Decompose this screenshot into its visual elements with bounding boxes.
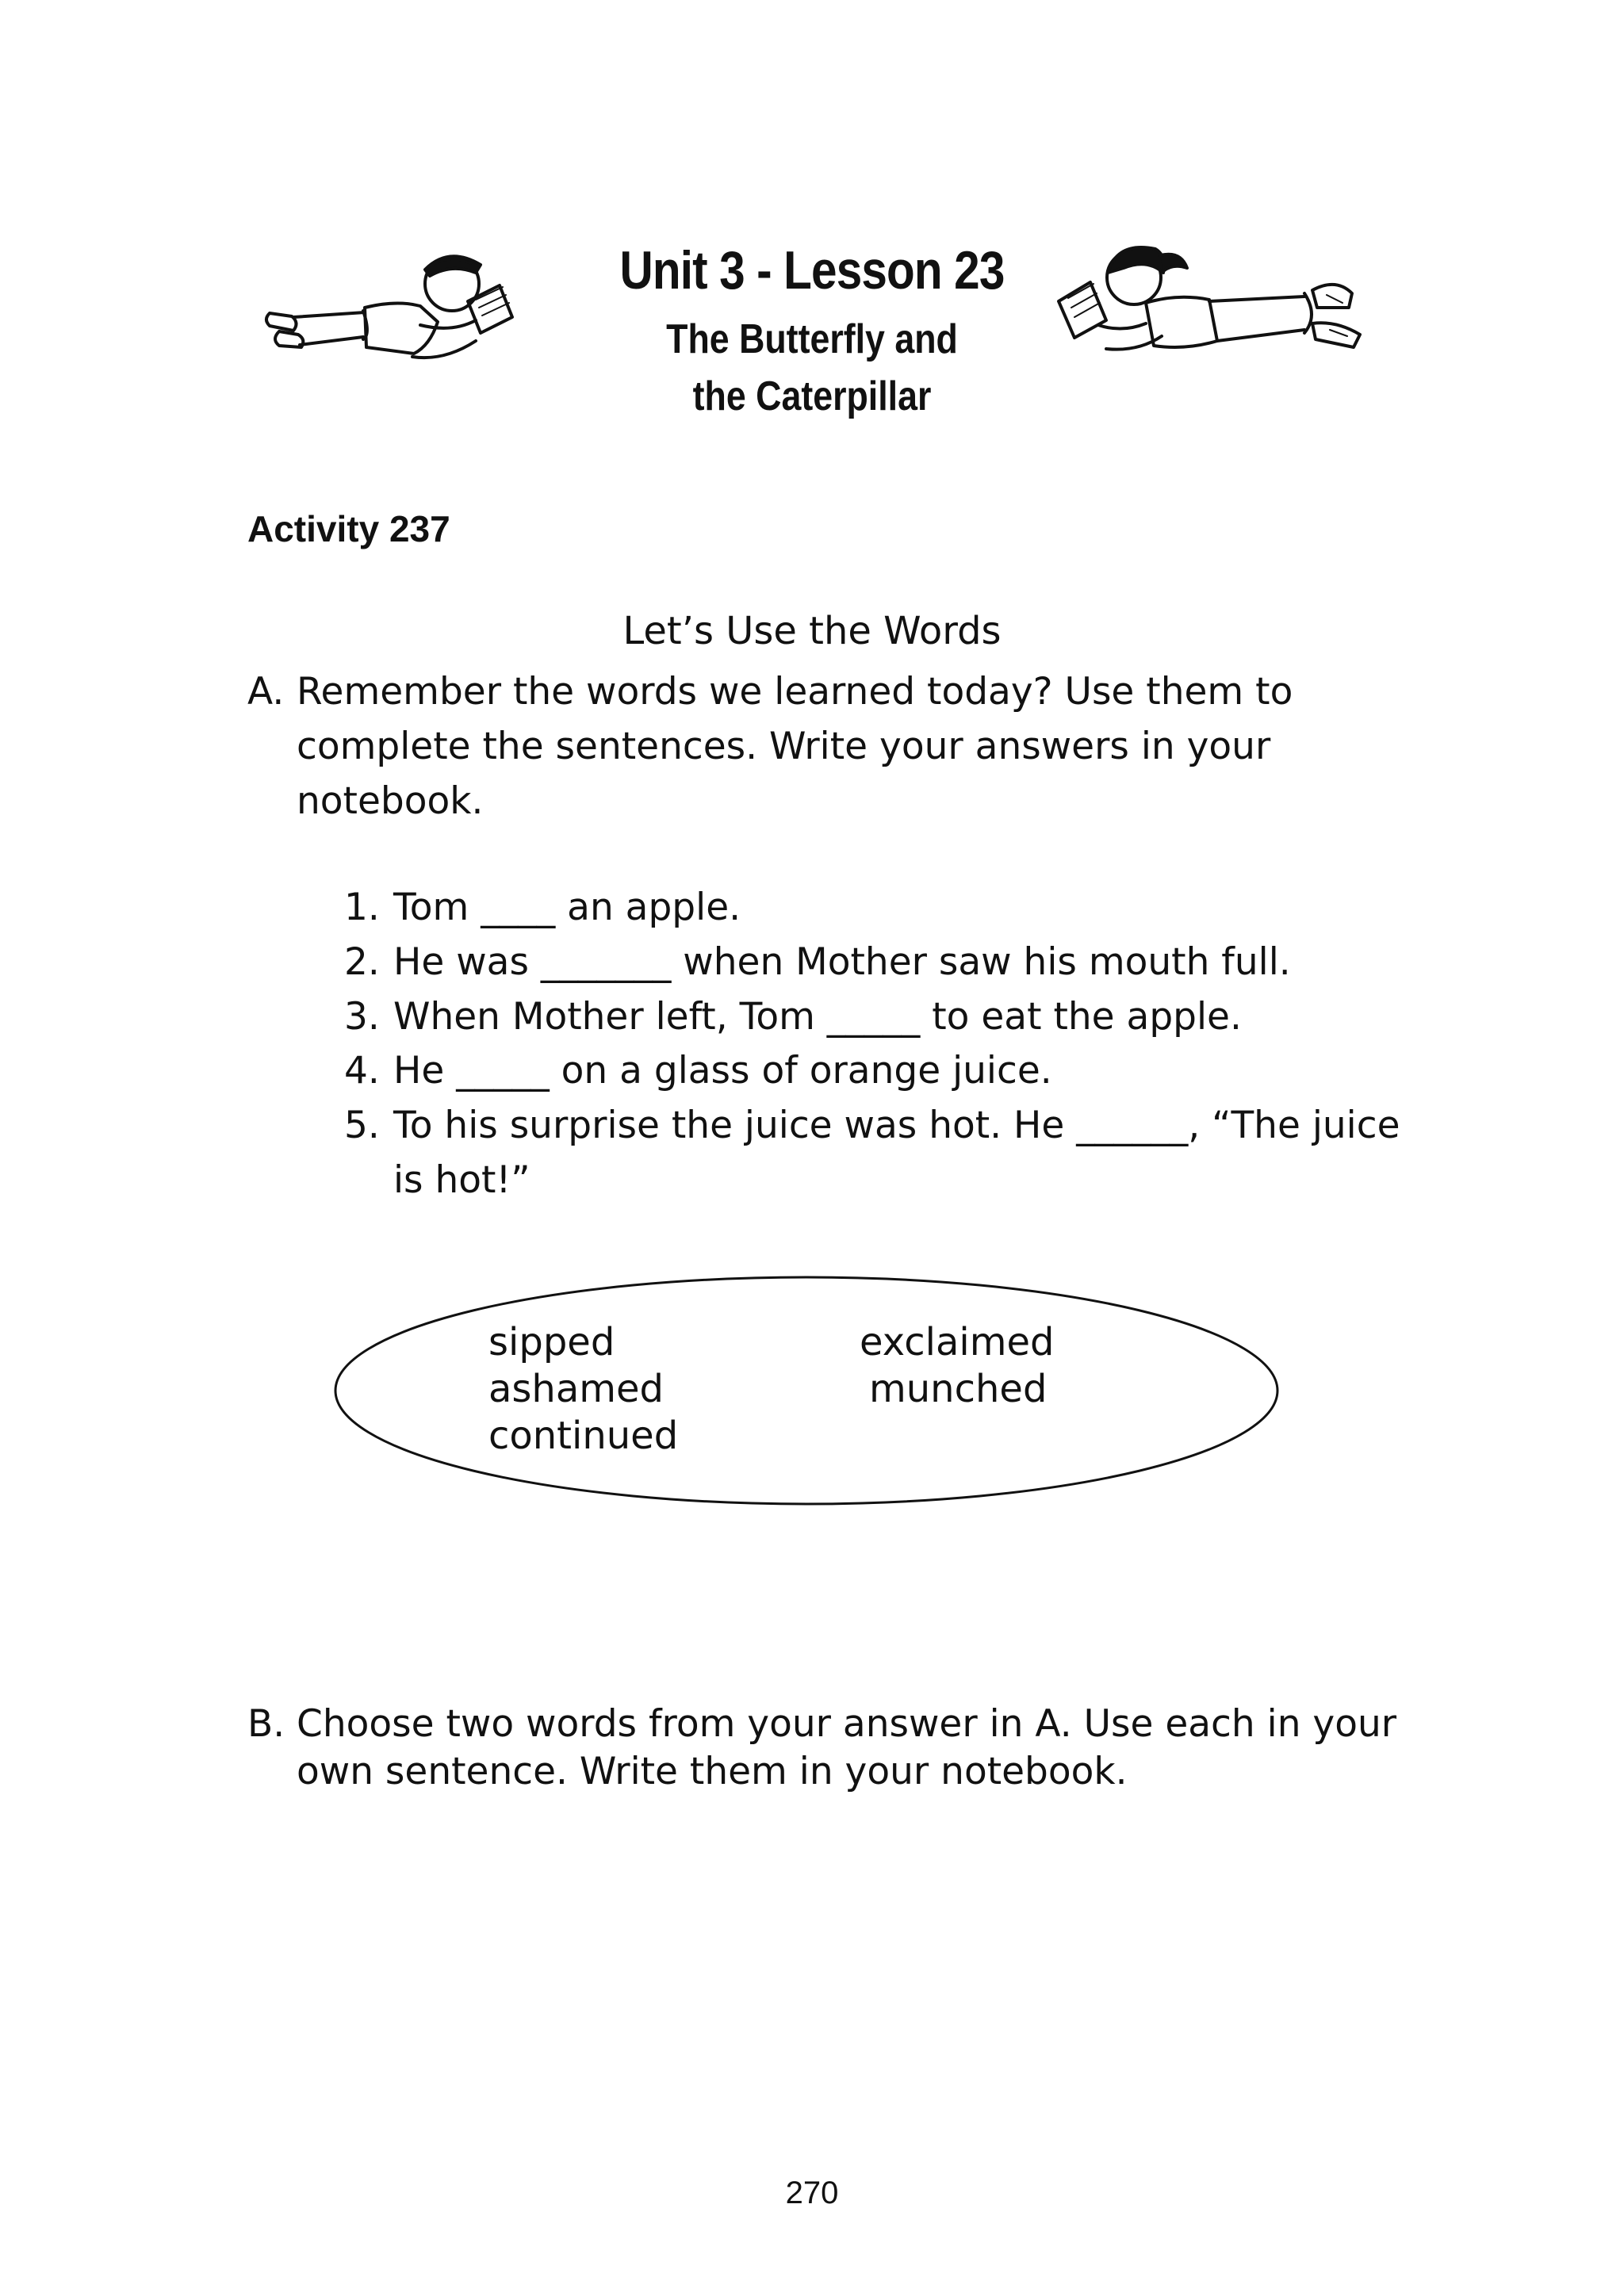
item-number: 4. xyxy=(344,1049,380,1093)
word-bank-word: ashamed xyxy=(488,1367,665,1411)
word-bank-ellipse xyxy=(333,1275,1281,1506)
word-bank xyxy=(333,1275,1281,1506)
part-a-instruction-line: notebook. xyxy=(297,779,484,823)
word-bank-word: munched xyxy=(869,1367,1048,1411)
page-number: 270 xyxy=(785,2175,839,2210)
item-number: 1. xyxy=(344,886,380,929)
activity-label: Activity 237 xyxy=(247,508,450,549)
lesson-subtitle-line-1: The Butterfly and xyxy=(666,316,958,362)
item-number: 5. xyxy=(344,1104,380,1147)
item-number: 3. xyxy=(344,995,380,1039)
part-a-instruction-line: Remember the words we learned today? Use them to xyxy=(297,670,1293,714)
lesson-title: Unit 3 - Lesson 23 xyxy=(619,240,1005,300)
section-heading: Let’s Use the Words xyxy=(622,609,1002,653)
word-bank-word: sipped xyxy=(488,1320,615,1364)
word-bank-word: continued xyxy=(488,1414,679,1458)
fill-blank-item: When Mother left, Tom _____ to eat the apple. xyxy=(393,995,1242,1039)
part-a-letter: A. xyxy=(247,670,285,714)
fill-blank-item-continuation: is hot!” xyxy=(393,1158,530,1202)
fill-blank-item: He was _______ when Mother saw his mouth full. xyxy=(393,940,1291,984)
part-b-letter: B. xyxy=(247,1702,285,1746)
part-b-instruction-line: Choose two words from your answer in A. Use each in your xyxy=(297,1702,1397,1746)
lesson-subtitle-line-2: the Caterpillar xyxy=(692,373,932,419)
item-number: 2. xyxy=(344,940,380,984)
word-bank-word: exclaimed xyxy=(860,1320,1055,1364)
part-b-instruction-line: own sentence. Write them in your notebook. xyxy=(297,1750,1128,1793)
fill-blank-item: To his surprise the juice was hot. He ______, “The juice xyxy=(393,1104,1400,1147)
fill-blank-item: He _____ on a glass of orange juice. xyxy=(393,1049,1052,1093)
part-a-instruction-line: complete the sentences. Write your answers in your xyxy=(297,725,1271,768)
fill-blank-item: Tom ____ an apple. xyxy=(393,886,741,929)
